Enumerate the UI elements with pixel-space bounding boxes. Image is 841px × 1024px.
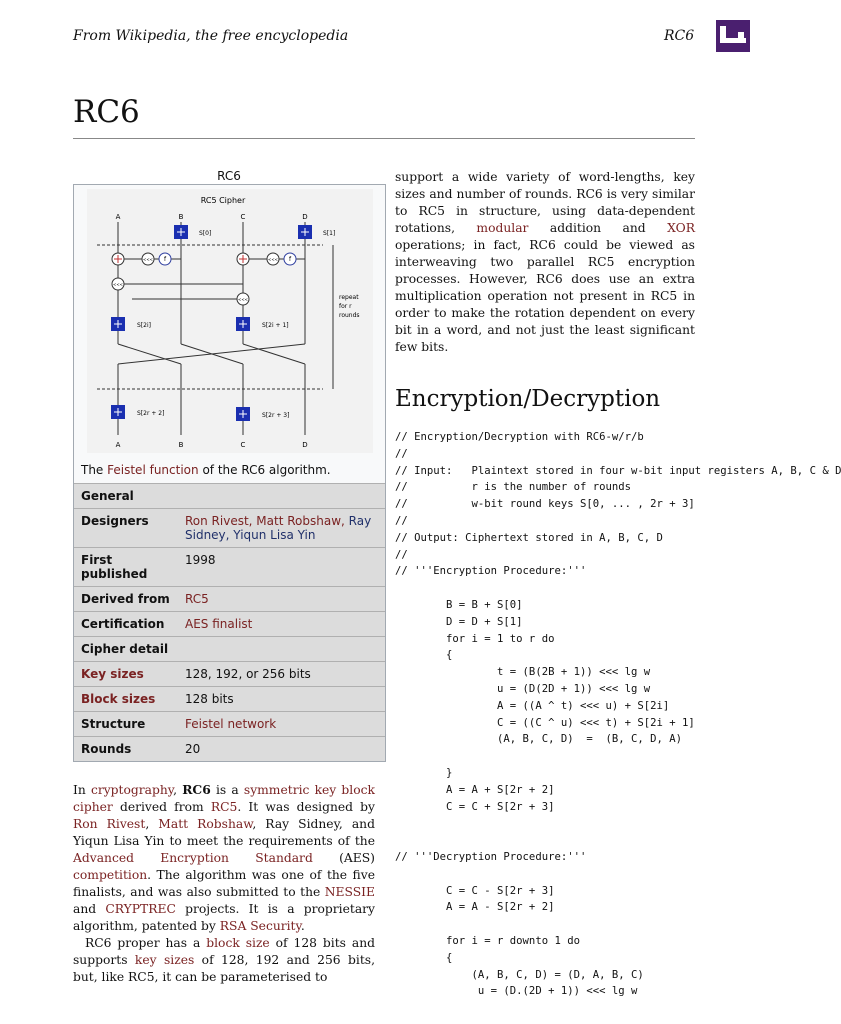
code-line: { <box>395 951 453 964</box>
code-line: u = (D.(2D + 1)) <<< lg w <box>395 985 638 998</box>
code-line: C = C - S[2r + 3] <box>395 884 555 897</box>
code-line <box>395 866 768 883</box>
diagram-input-d: D <box>301 213 308 221</box>
code-line: C = ((C ^ u) <<< t) + S[2i + 1] <box>395 716 695 729</box>
section-heading-encryption: Encryption/Decryption <box>395 386 661 412</box>
rc6-diagram <box>87 189 373 453</box>
code-line: A = ((A ^ t) <<< u) + S[2i] <box>395 699 670 712</box>
xor-link[interactable]: XOR <box>667 221 695 235</box>
intro-text <box>73 781 375 986</box>
aes-finalist-link[interactable]: AES finalist <box>185 617 253 631</box>
code-line <box>395 748 768 765</box>
diagram-output-a: A <box>115 441 120 449</box>
svg-text:f: f <box>288 256 291 263</box>
key-sizes-text-link[interactable]: key sizes <box>134 953 195 967</box>
code-line: for i = 1 to r do <box>395 632 555 645</box>
infobox <box>73 184 386 762</box>
ron-rivest-link[interactable]: Ron Rivest <box>73 817 146 831</box>
rc5-text-link[interactable]: RC5 <box>210 800 238 814</box>
feistel-network-link[interactable]: Feistel network <box>185 717 277 731</box>
diagram-input-b: B <box>178 213 183 221</box>
code-line: // Encryption/Decryption with RC6-w/r/b <box>395 431 644 443</box>
code-line: { <box>395 649 453 662</box>
code-line: // '''Encryption Procedure:''' <box>395 565 587 578</box>
diagram-output-b: B <box>178 441 183 449</box>
matt-robshaw-link[interactable]: Matt Robshaw <box>158 817 253 831</box>
code-line <box>395 832 768 849</box>
right-column-text: support a wide variety of word-lengths, key sizes and number of rounds. RC6 is very similar to RC5 in structure, using data-dependent rotations, modular addition and XOR operations; in fact, RC6 could be viewed as interweaving two parallel RC5 encryption processes. However, RC6 does use an extra multiplication operation not present in RC5 in order to make the rotation dependent on every bit in a word, and not just the least significant few bits. <box>395 170 695 354</box>
code-line: // <box>395 548 408 561</box>
designers-link[interactable]: Ron Rivest, Matt Robshaw, <box>185 514 345 528</box>
code-line: // <box>395 514 408 527</box>
ray-sidney-link[interactable]: Ray Sidney, <box>185 514 372 542</box>
code-line: // r is the number of rounds <box>395 481 631 494</box>
svg-text:S[2i]: S[2i] <box>136 322 151 329</box>
svg-text:S[2i + 1]: S[2i + 1] <box>261 322 289 329</box>
infobox-row-structure: Structure Feistel network <box>74 711 385 736</box>
block-size-link[interactable]: block size <box>206 936 270 950</box>
diagram-output-c: C <box>240 441 245 449</box>
code-line: for i = r downto 1 do <box>395 934 580 947</box>
code-line <box>395 815 768 832</box>
code-line: // Input: Plaintext stored in four w-bit input registers A, B, C & D <box>395 464 841 477</box>
key-box-s0 <box>174 225 211 239</box>
key-box-s2i1 <box>236 317 289 331</box>
nessie-link[interactable]: NESSIE <box>324 885 375 899</box>
title-divider <box>73 138 695 139</box>
modular-link[interactable]: modular <box>476 221 529 235</box>
infobox-row-first-published: First published 1998 <box>74 547 385 586</box>
page-title: RC6 <box>73 94 140 130</box>
code-line <box>395 580 768 597</box>
key-box-s2i <box>111 317 151 331</box>
code-line: A = A + S[2r + 2] <box>395 783 555 796</box>
code-line: u = (D(2D + 1)) <<< lg w <box>395 682 651 695</box>
code-line: D = D + S[1] <box>395 615 523 628</box>
code-line: // '''Decryption Procedure:''' <box>395 850 587 863</box>
svg-text:S[0]: S[0] <box>198 230 211 237</box>
infobox-row-certification: Certification AES finalist <box>74 611 385 636</box>
aes-link[interactable]: Advanced Encryption Standard <box>73 851 313 865</box>
competition-link[interactable]: competition <box>73 868 148 882</box>
key-box-s2r3 <box>236 407 289 421</box>
rc5-link[interactable]: RC5 <box>185 592 209 606</box>
infobox-row-rounds: Rounds 20 <box>74 736 385 761</box>
repeat-label-3: rounds <box>338 312 360 319</box>
block-sizes-link[interactable]: Block sizes <box>74 687 178 711</box>
intro-paragraph-1: In cryptography, RC6 is a symmetric key block cipher derived from RC5. It was designed by Ron Rivest, Matt Robshaw, Ray Sidney, and Yiqun Lisa Yin to meet the requirements of the Advanced Encryption Standard (AES) competition. The algorithm was one of the five finalists, and was also submitted to the NESSIE and CRYPTREC projects. It is a proprietary algorithm, patented by RSA Security. <box>73 782 375 933</box>
svg-text:S[1]: S[1] <box>322 230 335 237</box>
svg-text:S[2r + 2]: S[2r + 2] <box>136 410 164 417</box>
cryptrec-link[interactable]: CRYPTREC <box>105 902 176 916</box>
code-line: // w-bit round keys S[0, ... , 2r + 3] <box>395 498 695 511</box>
code-line: (A, B, C, D) = (D, A, B, C) <box>395 968 644 981</box>
infobox-row-designers: Designers Ron Rivest, Matt Robshaw, Ray Sidney, Yiqun Lisa Yin <box>74 508 385 547</box>
feistel-function-link[interactable]: Feistel function <box>107 463 199 477</box>
infobox-title: RC6 <box>217 169 241 183</box>
svg-text:S[2r + 3]: S[2r + 3] <box>261 412 289 419</box>
code-line: A = A - S[2r + 2] <box>395 901 555 914</box>
repeat-label-1: repeat <box>338 294 359 301</box>
publisher-logo-icon <box>716 20 750 52</box>
wiki-source-label: From Wikipedia, the free encyclopedia <box>73 28 349 44</box>
key-box-s2r2 <box>111 405 164 419</box>
diagram-input-a: A <box>115 213 120 221</box>
infobox-row-block-sizes: Block sizes 128 bits <box>74 686 385 711</box>
svg-text:<<<: <<< <box>142 257 153 262</box>
svg-text:f: f <box>163 256 166 263</box>
diagram-output-d: D <box>301 441 308 449</box>
infobox-row-key-sizes: Key sizes 128, 192, or 256 bits <box>74 661 385 686</box>
infobox-cipher-detail-header: Cipher detail <box>74 636 385 661</box>
infobox-row-derived-from: Derived from RC5 <box>74 586 385 611</box>
infobox-general-header: General <box>74 483 385 508</box>
code-line: // Output: Ciphertext stored in A, B, C, D <box>395 531 663 544</box>
rsa-security-link[interactable]: RSA Security <box>219 919 301 933</box>
code-line: } <box>395 766 453 779</box>
intro-paragraph-2: RC6 proper has a block size of 128 bits and supports key sizes of 128, 192 and 256 bits, but, like RC5, it can be parameterised to <box>73 936 375 984</box>
svg-text:<<<: <<< <box>112 282 123 287</box>
code-line: // <box>395 447 408 460</box>
key-box-s1 <box>298 225 335 239</box>
diagram-input-c: C <box>240 213 245 221</box>
code-line <box>395 916 768 933</box>
code-line: t = (B(2B + 1)) <<< lg w <box>395 666 651 679</box>
code-line: C = C + S[2r + 3] <box>395 800 555 813</box>
svg-text:<<<: <<< <box>237 297 248 302</box>
infobox-caption: The Feistel function of the RC6 algorithm. <box>81 463 331 477</box>
code-line: B = B + S[0] <box>395 598 523 611</box>
code-block <box>395 429 841 1000</box>
yiqun-lisa-yin-link[interactable]: Yiqun Lisa Yin <box>229 528 316 542</box>
running-title: RC6 <box>664 28 695 44</box>
symmetric-key-block-cipher-link[interactable]: symmetric key block cipher <box>73 783 375 814</box>
cryptography-link[interactable]: cryptography <box>90 783 174 797</box>
repeat-label-2: for r <box>338 303 352 310</box>
code-line: (A, B, C, D) = (B, C, D, A) <box>395 733 683 746</box>
svg-text:<<<: <<< <box>267 257 278 262</box>
diagram-title: RC5 Cipher <box>200 196 245 205</box>
key-sizes-link[interactable]: Key sizes <box>74 662 178 686</box>
